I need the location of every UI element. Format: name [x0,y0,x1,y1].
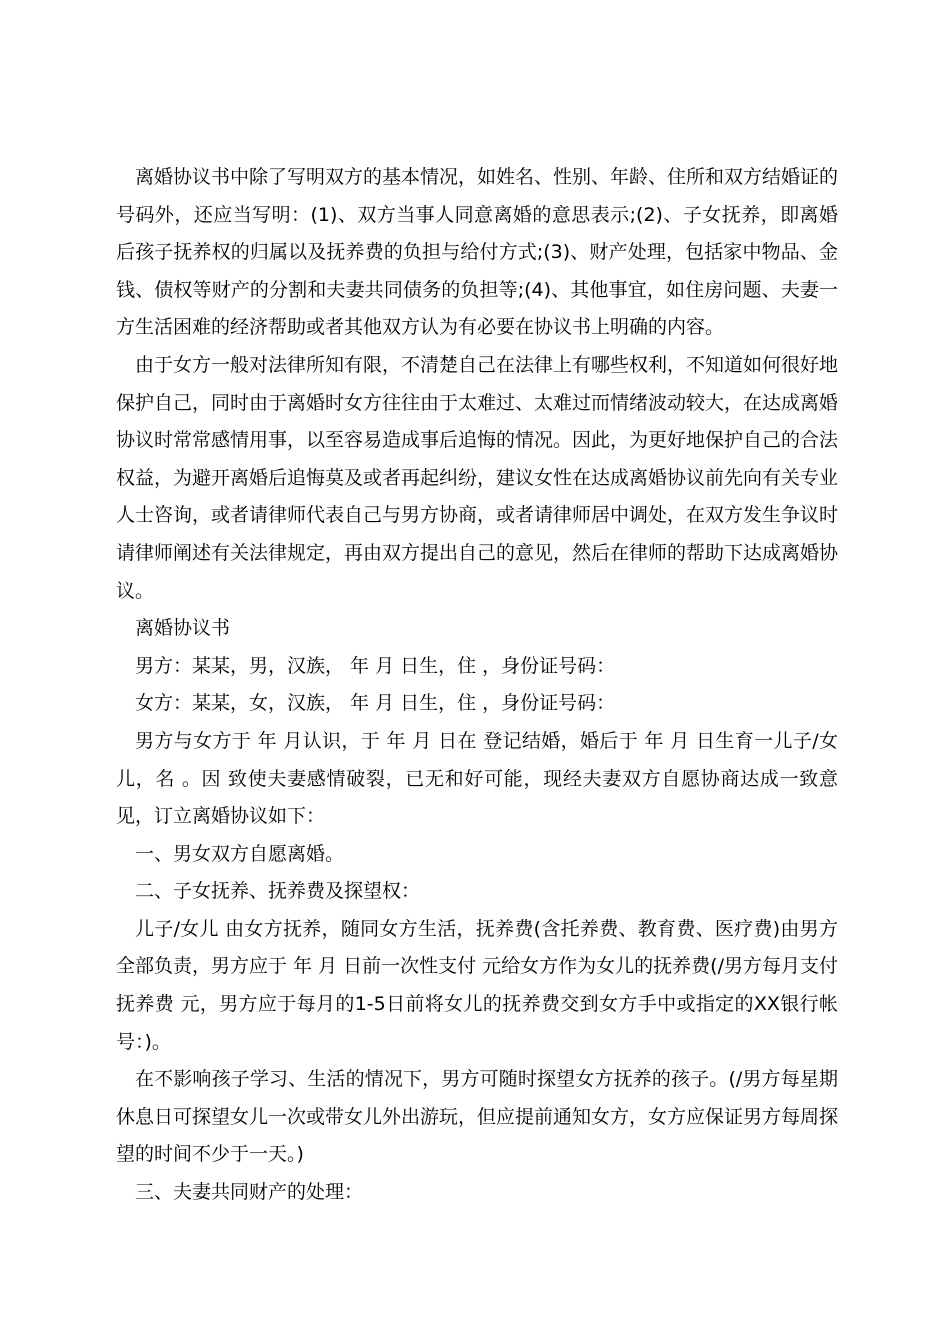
document-title: 离婚协议书 [135,617,231,640]
paragraph-legal-advice: 由于女方一般对法律所知有限，不清楚自己在法律上有哪些权利，不知道如何很好地保护自己，同时由于离婚时女方往往由于太难过、太难过而情绪波动较大，在达成离婚协议时常常感情用事，以至容易造成事后追悔的情况。因此，为更好地保护自己的合法权益，为避开离婚后追悔莫及或者再起纠纷，建议女性在达成离婚协议前先向有关专业人士咨询，或者请律师代表自己与男方协商，或者请律师居中调处，在双方发生争议时请律师阐述有关法律规定，再由双方提出自己的意见，然后在律师的帮助下达成离婚协议。 [116,353,839,602]
party-female-info: 女方：某某，女，汉族， 年 月 日生，住 ，身份证号码： [135,692,616,715]
party-male-info: 男方：某某，男，汉族， 年 月 日生，住 ，身份证号码： [135,654,616,677]
paragraph-child-support: 儿子/女儿 由女方抚养，随同女方生活，抚养费(含托养费、教育费、医疗费)由男方全部负责，男方应于 年 月 日前一次性支付 元给女方作为女儿的抚养费(/男方每月支付抚养费 元，男方应于每月的1-5日前将女儿的抚养费交到女方手中或指定的XX银行帐号：)。 [116,917,838,1053]
document-body [116,159,838,1212]
clause-2-heading: 二、子女抚养、抚养费及探望权： [135,880,421,903]
clause-3-heading: 三、夫妻共同财产的处理： [135,1181,364,1204]
paragraph-background: 男方与女方于 年 月认识，于 年 月 日在 登记结婚，婚后于 年 月 日生育一儿子/女儿，名 。因 致使夫妻感情破裂，已无和好可能，现经夫妻双方自愿协商达成一致意见，订立离婚协议如下： [116,729,838,828]
clause-1-heading: 一、男女双方自愿离婚。 [135,842,345,865]
paragraph-visitation: 在不影响孩子学习、生活的情况下，男方可随时探望女方抚养的孩子。(/男方每星期休息日可探望女儿一次或带女儿外出游玩，但应提前通知女方，女方应保证男方每周探望的时间不少于一天。) [116,1068,839,1166]
paragraph-agreement-contents: 离婚协议书中除了写明双方的基本情况，如姓名、性别、年龄、住所和双方结婚证的号码外，还应当写明：(1)、双方当事人同意离婚的意思表示;(2)、子女抚养，即离婚后孩子抚养权的归属以及抚养费的负担与给付方式;(3)、财产处理，包括家中物品、金钱、债权等财产的分割和夫妻共同债务的负担等;(4)、其他事宜，如住房问题、夫妻一方生活困难的经济帮助或者其他双方认为有必要在协议书上明确的内容。 [116,166,839,339]
